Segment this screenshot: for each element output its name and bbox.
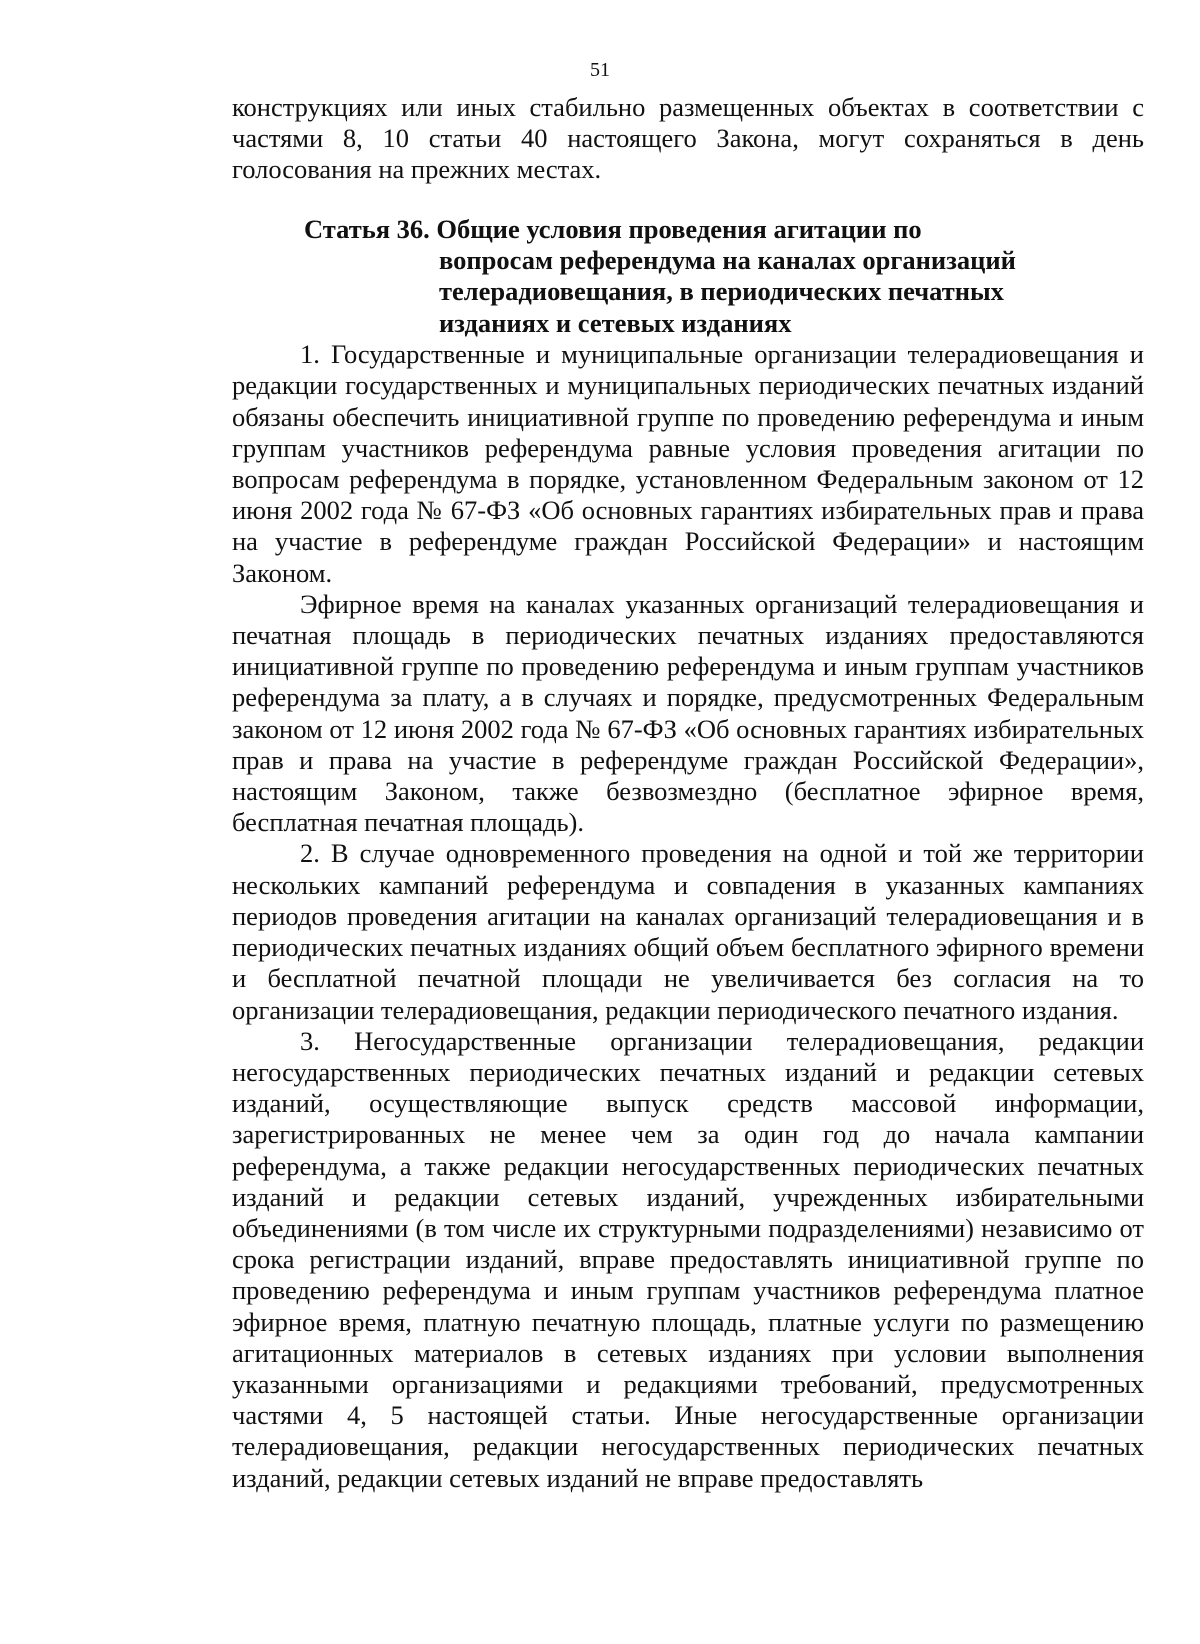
article-heading-line: вопросам референдума на каналах организаций: [439, 245, 1016, 276]
article-paragraph-1-continued: Эфирное время на каналах указанных организаций телерадиовещания и печатная площадь в периодических печатных изданиях предоставляются инициативной группе по проведению референдума и иным группам участников референдума за плату, а в случаях и порядке, предусмотренных Федеральным законом от 12 июня 2002 года № 67-ФЗ «Об основных гарантиях избирательных прав и права на участие в референдуме граждан Российской Федерации», настоящим Законом, также безвозмездно (бесплатное эфирное время, бесплатная печатная площадь).: [232, 588, 1144, 838]
page-content: [232, 92, 1144, 1494]
article-heading: [232, 214, 1144, 340]
article-paragraph-3: 3. Негосударственные организации телерадиовещания, редакции негосударственных периодических печатных изданий и редакции сетевых изданий, осуществляющие выпуск средств массовой информации, зарегистрированных не менее чем за один год до начала кампании референдума, а также редакции негосударственных периодических печатных изданий и редакции сетевых изданий, учрежденных избирательными объединениями (в том числе их структурными подразделениями) независимо от срока регистрации изданий, вправе предоставлять инициативной группе по проведению референдума и иным группам участников референдума платное эфирное время, платную печатную площадь, платные услуги по размещению агитационных материалов в сетевых изданиях при условии выполнения указанными организациями и редакциями требований, предусмотренных частями 4, 5 настоящей статьи. Иные негосударственные организации телерадиовещания, редакции негосударственных периодических печатных изданий, редакции сетевых изданий не вправе предоставлять: [232, 1025, 1144, 1493]
intro-paragraph: конструкциях или иных стабильно размещенных объектах в соответствии с частями 8, 10 статьи 40 настоящего Закона, могут сохраняться в день голосования на прежних местах.: [232, 92, 1144, 185]
article-paragraph-2: 2. В случае одновременного проведения на одной и той же территории нескольких кампаний референдума и совпадения в указанных кампаниях периодов проведения агитации на каналах организаций телерадиовещания и в периодических печатных изданиях общий объем бесплатного эфирного времени и бесплатной печатной площади не увеличивается без согласия на то организации телерадиовещания, редакции периодического печатного издания.: [232, 838, 1144, 1025]
article-heading-line: Статья 36. Общие условия проведения агитации по: [304, 213, 922, 244]
page-number: 51: [590, 59, 610, 81]
article-heading-line: изданиях и сетевых изданиях: [439, 307, 792, 338]
article-heading-line: телерадиовещания, в периодических печатных: [439, 276, 1004, 307]
article-paragraph-1: 1. Государственные и муниципальные организации телерадиовещания и редакции государственных и муниципальных периодических печатных изданий обязаны обеспечить инициативной группе по проведению референдума и иным группам участников референдума равные условия проведения агитации по вопросам референдума в порядке, установленном Федеральным законом от 12 июня 2002 года № 67-ФЗ «Об основных гарантиях избирательных прав и права на участие в референдуме граждан Российской Федерации» и настоящим Законом.: [232, 339, 1144, 588]
